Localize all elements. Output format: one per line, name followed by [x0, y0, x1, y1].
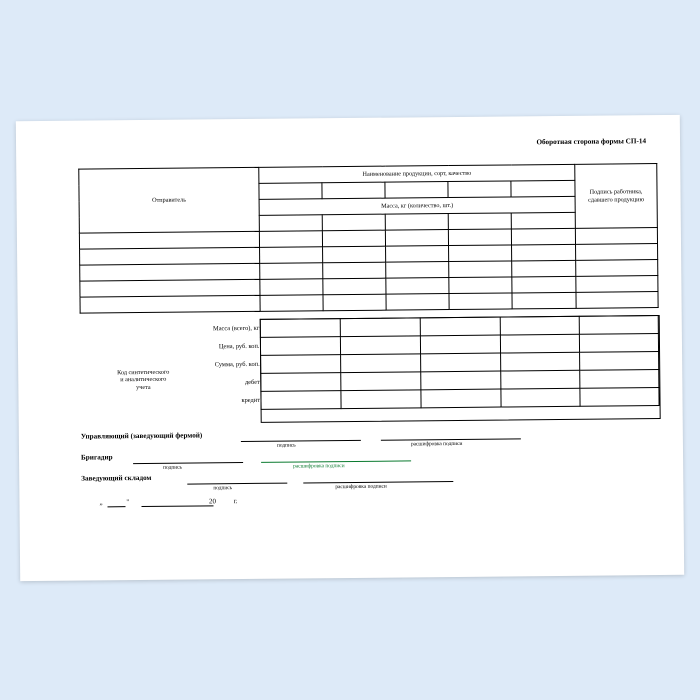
code-label-line1: Код синтетического — [117, 368, 170, 376]
product-header: Наименование продукции, сорт, качество — [259, 164, 575, 183]
code-label-block — [88, 368, 198, 392]
brigadier-signature-line[interactable] — [133, 462, 243, 464]
total-mass-cell[interactable] — [500, 316, 579, 335]
signature-row-storekeeper — [81, 469, 659, 496]
code-label-line2: и аналитического — [120, 376, 167, 384]
mass-cell[interactable] — [260, 247, 323, 264]
mass-cell[interactable] — [512, 276, 576, 293]
date-quote-close: " — [126, 498, 130, 507]
storekeeper-title: Заведующий складом — [81, 473, 152, 483]
price-cell[interactable] — [420, 335, 500, 354]
mass-cell[interactable] — [512, 244, 576, 261]
brigadier-signature-caption: подпись — [163, 464, 182, 471]
mass-cell[interactable] — [512, 260, 576, 277]
mass-cell[interactable] — [323, 278, 386, 295]
manager-title: Управляющий (заведующий фермой) — [80, 431, 203, 441]
products-table — [78, 163, 658, 314]
mass-cell[interactable] — [259, 215, 322, 232]
mass-cell[interactable] — [323, 262, 386, 279]
sum-cell[interactable] — [420, 353, 500, 372]
manager-decoding-caption: расшифровка подписи — [410, 440, 463, 448]
mass-cell[interactable] — [448, 229, 511, 246]
mass-cell[interactable] — [260, 295, 323, 312]
credit-cell[interactable] — [579, 388, 658, 407]
mass-cell[interactable] — [386, 262, 449, 279]
credit-cell[interactable] — [340, 390, 420, 409]
credit-cell[interactable] — [260, 391, 340, 410]
row-label-credit: кредит — [241, 396, 261, 405]
debit-cell[interactable] — [500, 370, 579, 389]
product-name-cell[interactable] — [448, 181, 511, 198]
signature-cell[interactable] — [576, 276, 658, 293]
row-label-total-mass: Масса (всего), кг — [212, 324, 260, 333]
mass-cell[interactable] — [512, 292, 576, 309]
mass-cell[interactable] — [323, 294, 386, 311]
mass-cell[interactable] — [259, 231, 322, 248]
credit-cell[interactable] — [420, 389, 500, 408]
mass-cell[interactable] — [386, 278, 449, 295]
signature-cell[interactable] — [576, 292, 658, 309]
product-name-cell[interactable] — [259, 183, 322, 200]
debit-cell[interactable] — [420, 371, 500, 390]
manager-signature-line[interactable] — [241, 440, 361, 442]
code-label-line3: учета — [136, 383, 151, 392]
signature-header: Подпись работника, сдавшего продукцию — [575, 164, 658, 229]
date-year-suffix: г. — [233, 497, 238, 506]
sum-cell[interactable] — [500, 352, 579, 371]
debit-cell[interactable] — [579, 370, 658, 389]
mass-cell[interactable] — [260, 263, 323, 280]
date-day-line[interactable] — [108, 506, 126, 507]
price-cell[interactable] — [260, 337, 340, 356]
total-mass-cell[interactable] — [260, 319, 340, 338]
mass-cell[interactable] — [449, 245, 512, 262]
mass-cell[interactable] — [385, 230, 448, 247]
totals-table — [80, 315, 659, 412]
storekeeper-signature-line[interactable] — [187, 483, 287, 485]
sender-cell[interactable] — [80, 263, 260, 281]
mass-cell[interactable] — [511, 228, 575, 245]
total-mass-cell[interactable] — [340, 318, 420, 337]
mass-cell[interactable] — [386, 294, 449, 311]
total-mass-cell[interactable] — [579, 316, 658, 335]
row-label-price: Цена, руб. коп. — [218, 342, 260, 351]
signature-block — [80, 427, 660, 507]
mass-cell[interactable] — [449, 277, 512, 294]
mass-cell[interactable] — [449, 293, 512, 310]
sum-cell[interactable] — [340, 354, 420, 373]
totals-table-wrap — [80, 315, 659, 412]
mass-cell[interactable] — [260, 279, 323, 296]
date-year-prefix: 20 — [208, 497, 216, 506]
form-code-label: Оборотная сторона формы СП-14 — [536, 137, 647, 147]
date-quote-open: „ — [99, 498, 103, 507]
brigadier-title: Бригадир — [81, 453, 113, 462]
mass-cell[interactable] — [448, 213, 511, 230]
debit-cell[interactable] — [340, 372, 420, 391]
document-sheet — [16, 115, 684, 581]
storekeeper-signature-caption: подпись — [213, 485, 233, 492]
sender-cell[interactable] — [80, 279, 260, 297]
row-label-debit — [80, 368, 260, 393]
signature-cell[interactable] — [575, 228, 657, 245]
mass-cell[interactable] — [385, 214, 448, 231]
product-name-cell[interactable] — [322, 182, 385, 199]
brigadier-decoding-caption: расшифровка подписи — [293, 463, 345, 470]
total-mass-cell[interactable] — [420, 317, 500, 336]
row-label-sum: Сумма, руб. коп. — [214, 360, 260, 369]
debit-cell[interactable] — [260, 373, 340, 392]
credit-cell[interactable] — [500, 388, 579, 407]
price-cell[interactable] — [340, 336, 420, 355]
debit-label: дебет — [244, 378, 260, 387]
signature-cell[interactable] — [576, 244, 658, 261]
mass-cell[interactable] — [322, 214, 385, 231]
storekeeper-decoding-caption: расшифровка подписи — [335, 483, 387, 491]
mass-cell[interactable] — [449, 261, 512, 278]
mass-cell[interactable] — [323, 246, 386, 263]
mass-header: Масса, кг (количество, шт.) — [259, 196, 575, 215]
price-cell[interactable] — [500, 334, 579, 353]
date-month-line[interactable] — [142, 505, 214, 507]
sender-cell[interactable] — [79, 231, 259, 249]
product-name-cell[interactable] — [511, 180, 575, 197]
signature-cell[interactable] — [576, 260, 658, 277]
sender-header: Отправитель — [79, 167, 260, 233]
sum-cell[interactable] — [260, 355, 340, 374]
mass-cell[interactable] — [322, 230, 385, 247]
mass-cell[interactable] — [386, 246, 449, 263]
product-name-cell[interactable] — [385, 182, 448, 199]
date-line — [99, 497, 237, 506]
sum-cell[interactable] — [579, 352, 658, 371]
sender-cell[interactable] — [80, 295, 260, 313]
mass-cell[interactable] — [511, 212, 575, 229]
sender-cell[interactable] — [80, 247, 260, 265]
price-cell[interactable] — [579, 334, 658, 353]
form-page — [64, 137, 658, 563]
manager-signature-caption: подпись — [276, 442, 296, 449]
